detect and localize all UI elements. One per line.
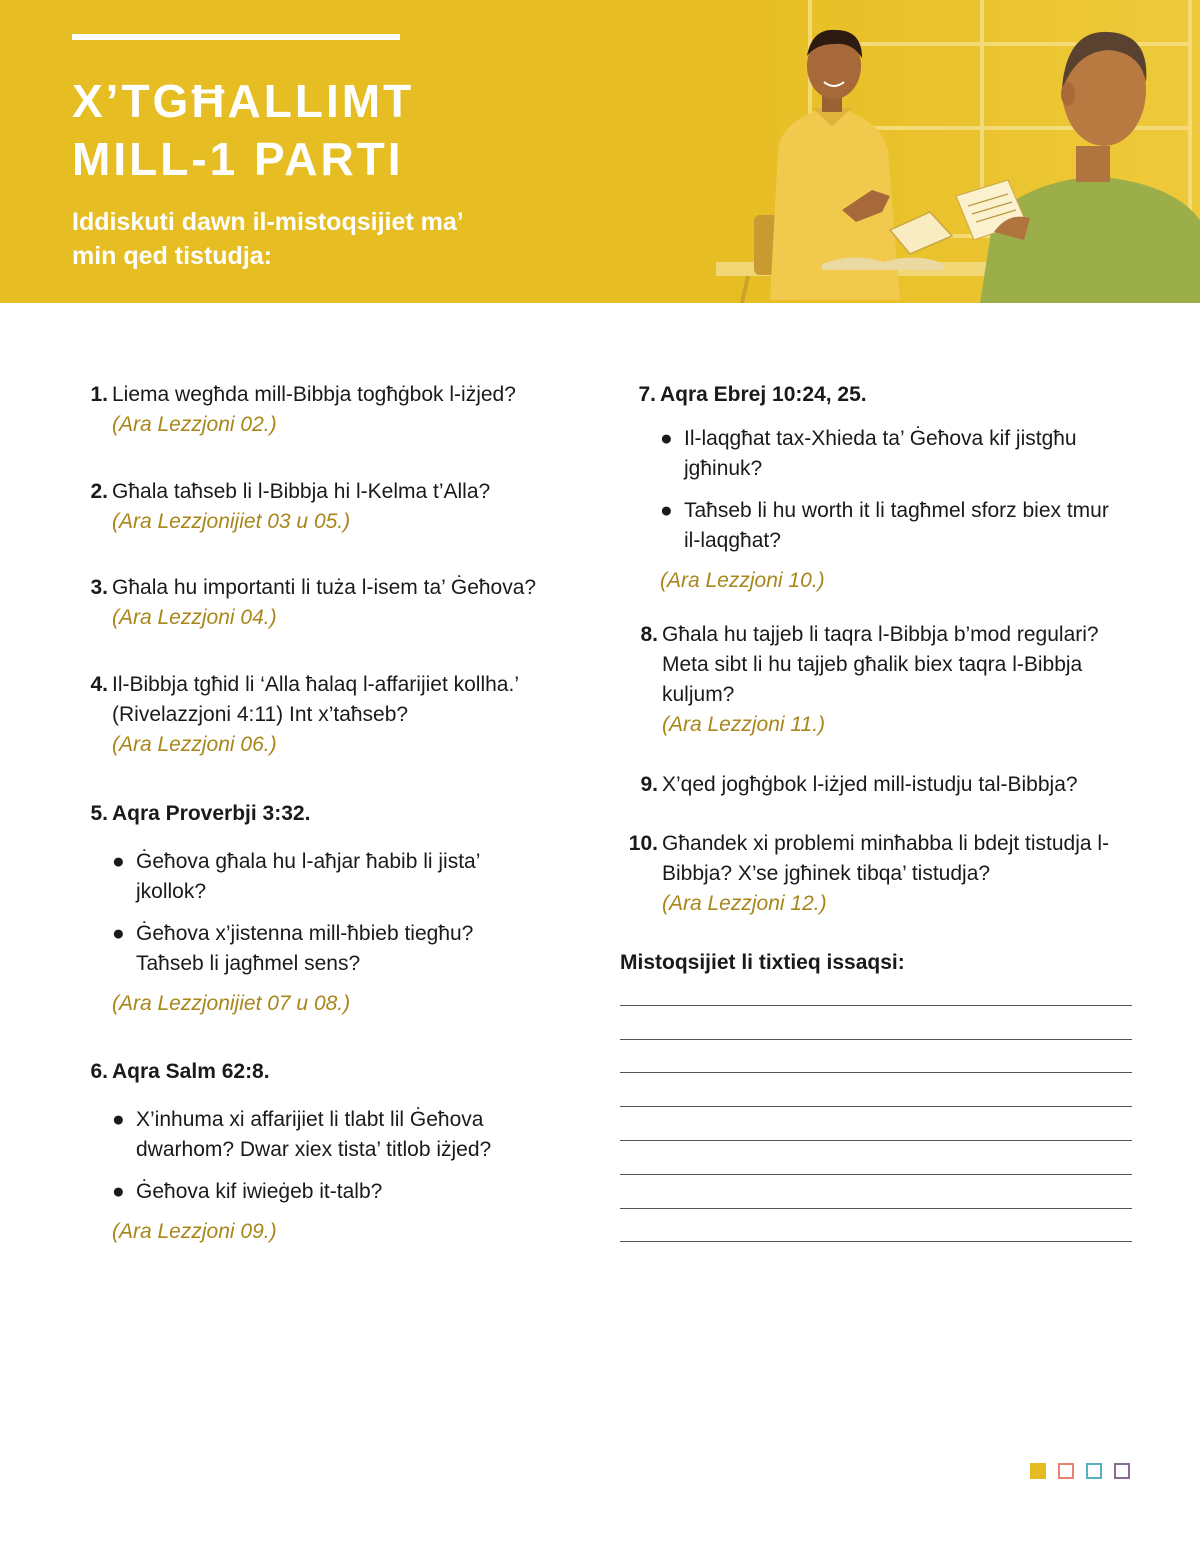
bullet-icon: ● (660, 427, 673, 450)
question-number: 1. (90, 383, 108, 406)
header-banner (0, 0, 1200, 303)
question-number: 3. (90, 576, 108, 599)
question-10 (628, 829, 1132, 919)
question-1 (90, 380, 592, 440)
question-9 (640, 770, 1142, 800)
question-text: Għala hu tajjeb li taqra l-Bibbja b’mod regulari? Meta sibt li hu tajjeb għalik biex taqra l-Bibbja kuljum? (662, 623, 1099, 706)
question-text: Aqra Proverbji 3:32. (112, 802, 311, 825)
question-6 (90, 1057, 542, 1247)
question-number: 8. (640, 623, 658, 646)
write-line[interactable] (620, 1174, 1132, 1175)
section-square-outline (1114, 1463, 1130, 1479)
lesson-reference: (Ara Lezzjoni 06.) (112, 733, 277, 756)
question-3 (90, 573, 592, 633)
write-line[interactable] (620, 1005, 1132, 1006)
bullet-text: Ġeħova x’jistenna mill-ħbieb tiegħu? Taħseb li jagħmel sens? (136, 922, 474, 975)
question-text: Għala hu importanti li tuża l-isem ta’ Ġeħova? (112, 576, 537, 599)
bullet-text: Il-laqgħat tax-Xhieda ta’ Ġeħova kif jistgħu jgħinuk? (684, 427, 1077, 480)
bullet-text: Taħseb li hu worth it li tagħmel sforz biex tmur il-laqgħat? (684, 499, 1109, 552)
section-square-outline (1058, 1463, 1074, 1479)
lesson-reference: (Ara Lezzjoni 12.) (662, 892, 827, 915)
page-title (72, 72, 414, 188)
lesson-reference: (Ara Lezzjoni 10.) (660, 569, 825, 592)
write-line[interactable] (620, 1208, 1132, 1209)
question-text: Il-Bibbja tgħid li ‘Alla ħalaq l-affarijiet kollha.’ (Rivelazzjoni 4:11) Int x’taħseb? (112, 673, 519, 726)
question-text: Għandek xi problemi minħabba li bdejt tistudja l-Bibbja? X’se jgħinek tibqa’ tistudja? (662, 832, 1110, 885)
page-title-line2: MILL-1 PARTI (72, 133, 404, 185)
question-number: 9. (640, 773, 658, 796)
section-square-outline (1086, 1463, 1102, 1479)
bullet-icon: ● (112, 1180, 125, 1203)
write-line[interactable] (620, 1241, 1132, 1242)
question-number: 7. (638, 383, 656, 406)
header-rule (72, 34, 400, 40)
question-2 (90, 477, 592, 537)
bullet-item (112, 847, 532, 907)
bullet-icon: ● (112, 850, 125, 873)
question-number: 5. (90, 802, 108, 825)
lesson-reference: (Ara Lezzjonijiet 03 u 05.) (112, 510, 351, 533)
study-illustration (712, 0, 1200, 303)
bullet-text: X’inhuma xi affarijiet li tlabt lil Ġeħova dwarhom? Dwar xiex tista’ titlob iżjed? (136, 1108, 492, 1161)
question-number: 4. (90, 673, 108, 696)
question-4 (90, 670, 582, 760)
question-8 (640, 620, 1102, 740)
bullet-item (660, 424, 1130, 484)
question-5 (90, 799, 532, 1019)
bullet-icon: ● (112, 1108, 125, 1131)
lesson-reference: (Ara Lezzjoni 11.) (662, 713, 826, 736)
write-line[interactable] (620, 1140, 1132, 1141)
question-text: X’qed jogħġbok l-iżjed mill-istudju tal-Bibbja? (662, 773, 1078, 796)
bullet-item (112, 1177, 542, 1207)
bullet-text: Ġeħova għala hu l-aħjar ħabib li jista’ jkollok? (136, 850, 480, 903)
question-text: Aqra Salm 62:8. (112, 1060, 270, 1083)
write-line[interactable] (620, 1039, 1132, 1040)
page-subtitle: Iddiskuti dawn il-mistoqsijiet ma’ min qed tistudja: (72, 208, 463, 270)
question-number: 2. (90, 480, 108, 503)
bullet-text: Ġeħova kif iwieġeb it-talb? (136, 1180, 383, 1203)
question-number: 6. (90, 1060, 108, 1083)
extra-questions-label: Mistoqsijiet li tixtieq issaqsi: (620, 951, 905, 974)
lesson-reference: (Ara Lezzjoni 02.) (112, 413, 277, 436)
lesson-reference: (Ara Lezzjoni 09.) (112, 1220, 277, 1243)
bullet-icon: ● (660, 499, 673, 522)
lesson-reference: (Ara Lezzjoni 04.) (112, 606, 277, 629)
write-line[interactable] (620, 1106, 1132, 1107)
bullet-item (112, 1105, 542, 1165)
bullet-icon: ● (112, 922, 125, 945)
question-text: Għala taħseb li l-Bibbja hi l-Kelma t’Alla? (112, 480, 491, 503)
question-text: Liema wegħda mill-Bibbja togħġbok l-iżjed? (112, 383, 516, 406)
page-title-line1: X’TGĦALLIMT (72, 75, 415, 127)
write-line[interactable] (620, 1072, 1132, 1073)
question-7 (638, 380, 1130, 596)
bullet-item (660, 496, 1130, 556)
question-number: 10. (628, 832, 658, 855)
section-square-filled (1030, 1463, 1046, 1479)
question-text: Aqra Ebrej 10:24, 25. (660, 383, 867, 406)
lesson-reference: (Ara Lezzjonijiet 07 u 08.) (112, 992, 351, 1015)
bullet-item (112, 919, 532, 979)
